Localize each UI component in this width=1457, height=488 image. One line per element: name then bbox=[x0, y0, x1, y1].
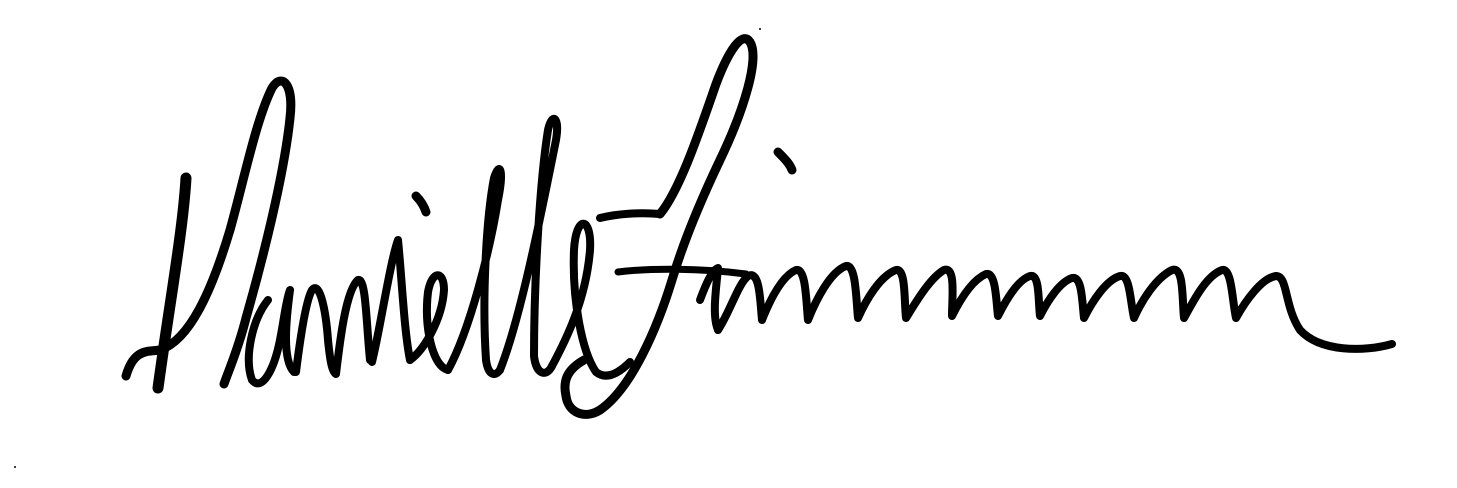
ink-speck bbox=[14, 466, 16, 468]
stroke-a bbox=[249, 290, 294, 383]
stroke-i2-dot bbox=[778, 152, 792, 170]
stroke-i bbox=[372, 240, 410, 362]
signature-strokes bbox=[126, 39, 1392, 415]
stroke-l-first bbox=[448, 169, 501, 374]
stroke-z-spine bbox=[565, 39, 753, 415]
stroke-l-second bbox=[500, 119, 557, 373]
ink-speck-top bbox=[759, 28, 761, 30]
stroke-z-crossbar bbox=[618, 269, 746, 274]
stroke-z-top bbox=[600, 213, 660, 218]
stroke-mmerman bbox=[718, 266, 1392, 349]
stroke-i2 bbox=[700, 268, 718, 330]
stroke-e-final bbox=[552, 224, 630, 376]
stroke-n bbox=[296, 280, 370, 374]
stroke-d-stem bbox=[158, 178, 186, 388]
stroke-e bbox=[410, 275, 448, 370]
stroke-d-bowl bbox=[126, 81, 291, 384]
stroke-i-dot bbox=[416, 196, 426, 212]
